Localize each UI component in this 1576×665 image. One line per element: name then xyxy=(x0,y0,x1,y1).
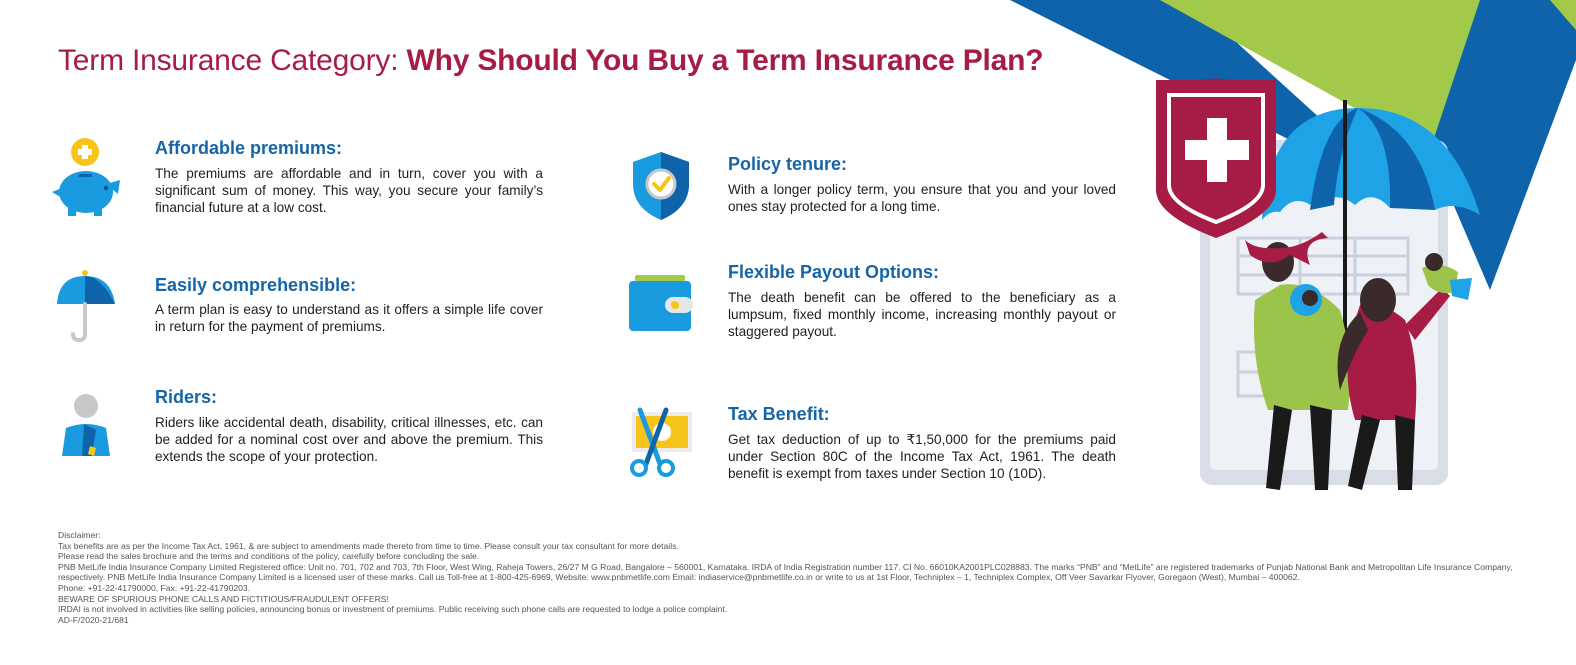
disclaimer-line: PNB MetLife India Insurance Company Limited Registered office: Unit no. 701, 702 and 703, 7th Floor, West Wing, Raheja Towers, 26/27 M G Road, Bangalore – 560001, Karnataka. IRDA of India Registration number 117. CI No. 66010KA2001PLC028883. The marks “PNB” and “MetLife” are registered trademarks of Punjab National Bank and Metropolitan Life Insurance Company, respectively. PNB MetLife India Insurance Company Limited is a licensed user of these marks. Call us Toll-free at 1-800-425-6969, Website: www.pnbmetlife.com Email: indiaservice@pnbmetlife.co.in or write to us at 1st Floor, Techniplex – 1, Techniplex Complex, Off Veer Savarkar Flyover, Goregaon (West), Mumbai – 400062. xyxy=(58,561,1513,583)
feature-text: Riders like accidental death, disability, critical illnesses, etc. can be added for a nominal cost over and above the premium. This extends the scope of your protection. xyxy=(155,415,543,464)
shield-check-icon xyxy=(630,150,692,222)
piggy-bank-icon xyxy=(50,136,124,218)
feature-heading: Flexible Payout Options: xyxy=(728,262,940,282)
feature-heading: Tax Benefit: xyxy=(728,404,830,424)
feature-text: The premiums are affordable and in turn, cover you with a significant sum of money. This way, you secure your family’s financial future at a low cost. xyxy=(155,166,543,215)
feature-text: Get tax deduction of up to ₹1,50,000 for the premiums paid under Section 80C of the Income Tax Act, 1961. The death benefit is exempt from taxes under Section 10 (10D). xyxy=(728,432,1116,481)
page-title xyxy=(58,44,1043,78)
disclaimer-line: Please read the sales brochure and the terms and conditions of the policy, carefully before concluding the sale. xyxy=(58,551,480,562)
injured-person-icon xyxy=(58,394,116,458)
medical-shield-illustration xyxy=(1156,78,1276,238)
disclaimer-line: BEWARE OF SPURIOUS PHONE CALLS AND FICTITIOUS/FRAUDULENT OFFERS! xyxy=(58,593,389,604)
wallet-icon xyxy=(627,273,695,333)
feature-text: A term plan is easy to understand as it offers a simple life cover in return for the payment of premiums. xyxy=(155,302,543,334)
feature-heading: Policy tenure: xyxy=(728,154,848,174)
scissors-cash-icon xyxy=(626,406,696,478)
title-main: Why Should You Buy a Term Insurance Plan? xyxy=(406,44,1044,77)
title-prefix: Term Insurance Category: xyxy=(58,44,399,77)
disclaimer-line: Tax benefits are as per the Income Tax Act, 1961, & are subject to amendments made thereto from time to time. Please consult your tax consultant for more details. xyxy=(58,540,679,551)
umbrella-icon xyxy=(55,268,119,344)
feature-text: The death benefit can be offered to the beneficiary as a lumpsum, fixed monthly income, increasing monthly payout or staggered payout. xyxy=(728,290,1116,339)
feature-heading: Riders: xyxy=(155,387,218,407)
disclaimer-line: Phone: +91-22-41790000, Fax: +91-22-41790203. xyxy=(58,582,251,593)
disclaimer-label: Disclaimer: xyxy=(58,530,101,540)
feature-text: With a longer policy term, you ensure that you and your loved ones stay protected for a long time. xyxy=(728,182,1116,214)
feature-heading: Easily comprehensible: xyxy=(155,275,357,295)
disclaimer-line: IRDAI is not involved in activities like selling policies, announcing bonus or investment of premiums. Public receiving such phone calls are requested to lodge a police complaint. xyxy=(58,604,728,615)
feature-heading: Affordable premiums: xyxy=(155,138,343,158)
disclaimer-line: AD-F/2020-21/681 xyxy=(58,614,129,625)
disclaimer xyxy=(58,530,1528,625)
